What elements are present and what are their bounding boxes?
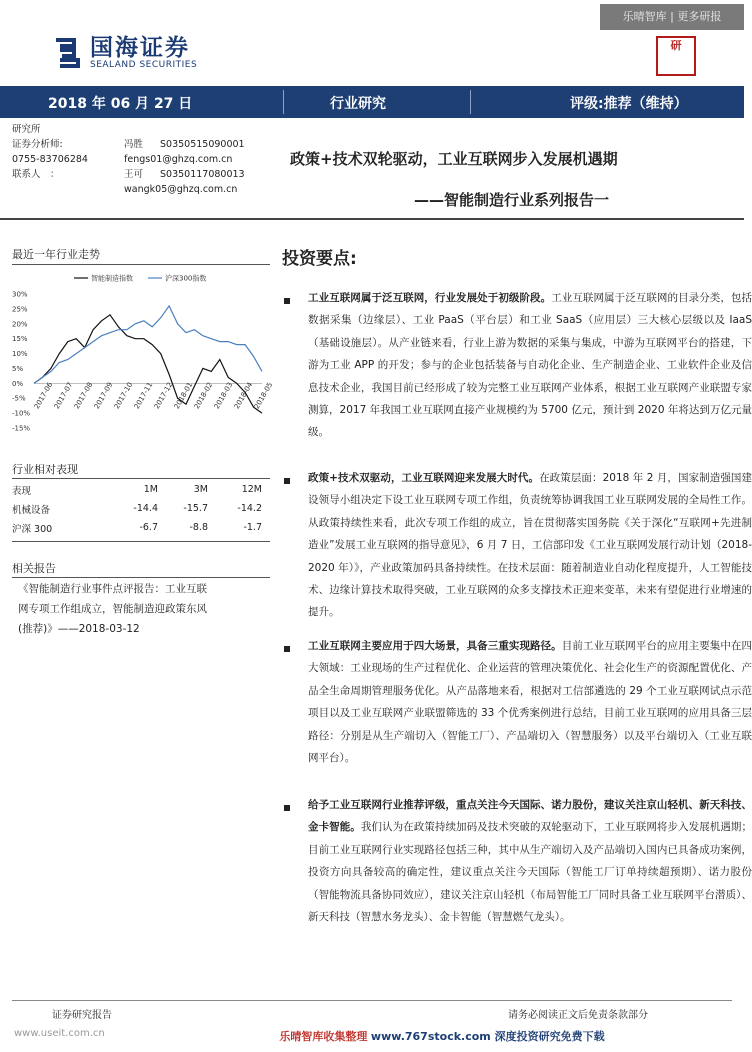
x-tick-label: 2018-04 — [232, 381, 255, 411]
table-cell: -14.2 — [237, 503, 262, 514]
y-tick-label: 25% — [12, 305, 28, 314]
x-tick-label: 2017-06 — [32, 381, 55, 411]
contact-id: S0350117080013 — [160, 169, 245, 180]
brand-name-en: SEALAND SECURITIES — [90, 60, 198, 70]
analyst-block — [12, 122, 272, 197]
x-tick-label: 2017-12 — [152, 381, 175, 411]
x-tick-label: 2017-11 — [132, 381, 155, 411]
analyst-label: 证券分析师: — [12, 139, 63, 150]
analyst-phone: 0755-83706284 — [12, 154, 88, 165]
report-subtitle: ——智能制造行业系列报告一 — [414, 191, 610, 209]
bullet-icon — [284, 298, 290, 304]
y-tick-label: 30% — [12, 290, 28, 299]
table-header: 1M — [143, 484, 158, 495]
table-cell: -6.7 — [139, 522, 158, 533]
table-row — [12, 499, 262, 518]
performance-title: 行业相对表现 — [12, 463, 78, 476]
table-cell: -15.7 — [183, 503, 208, 514]
logo-mark-icon — [52, 36, 82, 70]
analyst-id: S0350515090001 — [160, 139, 245, 150]
watermark-red: 乐晴智库收集整理 — [279, 1030, 368, 1043]
series-line-industry — [34, 315, 262, 413]
table-header: 3M — [193, 484, 208, 495]
key-point-1: 工业互联网属于泛互联网，行业发展处于初级阶段。工业互联网属于泛互联网的目录分类，包括数据采集（边缘层）、工业 PaaS（平台层）和工业 SaaS（应用层）三大核心层级以及 IaaS（基础设施层）。从产业链来看，行业上游为数据的采集与集成，中游为互联网平台的搭建，下游为工业 APP 的开发；参与的企业包括装备与自动化企业、生产制造企业、工业软件企业及信息技术企业，我国目前已经形成了较为完整工业互联网产业体系，根据工业互联网产业联盟专家测算，2017 年我国工业互联网直接产业规模约为 5700 亿元，预计到 2020 年将达到万亿元量级。 — [308, 292, 752, 439]
bullet-icon — [284, 478, 290, 484]
x-tick-label: 2017-10 — [112, 381, 135, 411]
y-tick-label: -15% — [12, 424, 31, 433]
legend-label: 智能制造指数 — [91, 274, 133, 283]
x-tick-label: 2018-05 — [252, 381, 275, 411]
header-banner — [0, 86, 744, 118]
x-tick-label: 2018-01 — [172, 381, 195, 411]
report-category: 行业研究 — [330, 96, 386, 112]
report-date: 2018 年 06 月 27 日 — [48, 96, 193, 112]
y-tick-label: 5% — [12, 364, 24, 373]
x-tick-label: 2018-02 — [192, 381, 215, 411]
report-rating: 评级:推荐（维持） — [570, 96, 688, 112]
analyst-heading: 研究所 — [12, 124, 41, 135]
related-report-link[interactable]: 《智能制造行业事件点评报告：工业互联 网专项工作组成立，智能制造迎政策东风 (推荐)》——2018-03-12 — [18, 583, 207, 635]
footer-label: 证券研究报告 — [52, 1010, 112, 1021]
bullet-icon — [284, 805, 290, 811]
table-cell: -8.8 — [189, 522, 208, 533]
key-point-2: 政策+技术双驱动，工业互联网迎来发展大时代。在政策层面：2018 年 2 月，国家制造强国建设领导小组决定下设工业互联网专项工作组，负责统筹协调我国工业互联网发展的全局性工作。从政策持续性来看，此次专项工作组的成立，旨在贯彻落实国务院《关于深化“互联网+先进制造业”发展工业互联网的指导意见》，6 月 7 日，工信部印发《工业互联网发展行动计划（2018-2020 年）》，产业政策加码具备持续性。在技术层面：随着制造业自动化程度提升，人工智能技术、边缘计算技术取得突破，工业互联网的众多支撑技术正迎来变革，未来有望促进行业增速的提升。 — [308, 472, 752, 619]
watermark-blue: www.767stock.com 深度投资研究免费下载 — [370, 1030, 605, 1043]
y-tick-label: -10% — [12, 409, 31, 418]
brand-logo — [52, 36, 197, 70]
contact-name: 王可 — [124, 169, 144, 180]
x-tick-label: 2017-08 — [72, 381, 95, 411]
key-points-title: 投资要点: — [282, 249, 357, 269]
table-header: 表现 — [12, 485, 32, 497]
contact-email: wangk05@ghzq.com.cn — [124, 184, 238, 195]
report-title: 政策+技术双轮驱动，工业互联网步入发展机遇期 — [290, 150, 618, 168]
top-watermark: 乐晴智库 | 更多研报 — [600, 4, 744, 30]
table-cell: -1.7 — [243, 522, 262, 533]
brand-name-cn: 国海证券 — [90, 35, 190, 61]
key-point-3: 工业互联网主要应用于四大场景，具备三重实现路径。目前工业互联网平台的应用主要集中在四大领域：工业现场的生产过程优化、企业运营的管理决策优化、社会化生产的资源配置优化、产品全生命周期管理服务优化。从产品落地来看，根据对工信部遴选的 29 个工业互联网试点示范项目以及工业互联网产业联盟筛选的 33 个优秀案例进行总结，目前工业互联网的应用具备三层路径：分别是从生产端切入（智能工厂）、产品端切入（智慧服务）以及平台端切入（工业互联网平台）。 — [308, 640, 752, 765]
series-line-hs300 — [34, 306, 262, 383]
table-cell: 机械设备 — [12, 504, 51, 516]
analyst-email: fengs01@ghzq.com.cn — [124, 154, 233, 165]
chart-section-title: 最近一年行业走势 — [12, 248, 100, 261]
y-tick-label: 10% — [12, 350, 28, 359]
key-point-4: 给予工业互联网行业推荐评级，重点关注今天国际、诺力股份，建议关注京山轻机、新天科技、金卡智能。我们认为在政策持续加码及技术突破的双轮驱动下，工业互联网将步入发展机遇期；目前工业互联网行业实现路径包括三种，其中从生产端切入及产品端切入国内已具备成功案例，投资方向具备较高的确定性，建议重点关注今天国际（智能工厂订单持续超预期）、诺力股份（智能物流具备协同效应），建议关注京山轻机（布局智能工厂同时具备工业互联网平台潜质）、新天科技（智慧水务龙头）、金卡智能（智慧燃气龙头）。 — [308, 799, 752, 924]
x-tick-label: 2017-09 — [92, 381, 115, 411]
table-cell: -14.4 — [133, 503, 158, 514]
x-tick-label: 2018-03 — [212, 381, 235, 411]
table-header: 12M — [241, 484, 262, 495]
watermark-left: www.useit.com.cn — [14, 1028, 105, 1039]
y-tick-label: 15% — [12, 335, 28, 344]
analyst-name: 冯胜 — [124, 139, 144, 150]
performance-table — [12, 480, 262, 537]
legend-label: 沪深300指数 — [165, 274, 207, 283]
related-title: 相关报告 — [12, 562, 56, 575]
footer-watermark — [0, 1028, 744, 1044]
industry-trend-chart — [12, 268, 275, 450]
contact-label: 联系人 ： — [12, 169, 60, 180]
bullet-icon — [284, 646, 290, 652]
y-tick-label: 0% — [12, 379, 24, 388]
seal-stamp: 研 — [656, 36, 696, 76]
table-header-row — [12, 480, 262, 499]
footer-disclaimer: 请务必阅读正文后免责条款部分 — [508, 1010, 648, 1021]
table-row — [12, 518, 262, 537]
table-cell: 沪深 300 — [12, 523, 53, 535]
x-tick-label: 2017-07 — [52, 381, 75, 411]
y-tick-label: -5% — [12, 394, 26, 403]
y-tick-label: 20% — [12, 320, 28, 329]
